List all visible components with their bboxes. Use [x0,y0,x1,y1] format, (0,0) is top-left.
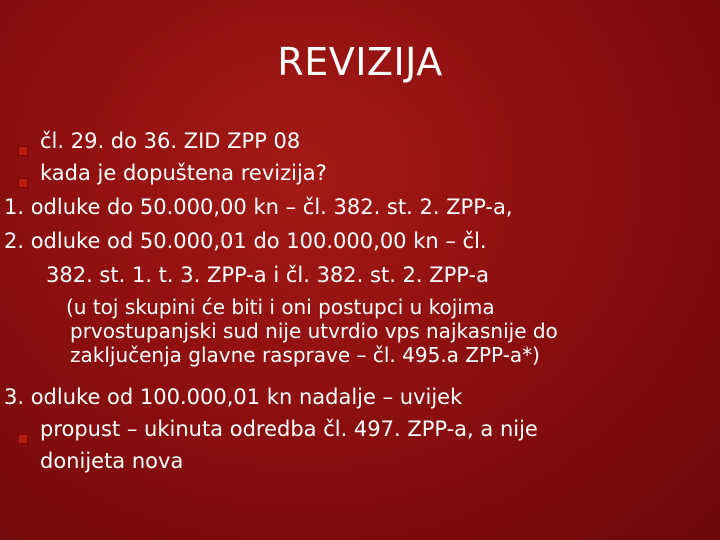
numbered-item-3: 3. odluke od 100.000,01 kn nadalje – uvijek [4,385,463,409]
parenthetical-line-1: (u toj skupini će biti i oni postupci u kojima [66,295,495,319]
numbered-item-2: 2. odluke od 50.000,01 do 100.000,00 kn – čl. [4,229,487,253]
bullet-marker-icon [18,146,28,156]
bullet-marker-icon [18,178,28,188]
numbered-item-2-continuation: 382. st. 1. t. 3. ZPP-a i čl. 382. st. 2. ZPP-a [46,263,489,287]
bullet-marker-icon [18,434,28,444]
bullet-line-1: čl. 29. do 36. ZID ZPP 08 [40,129,301,153]
parenthetical-line-2: prvostupanjski sud nije utvrdio vps najkasnije do [70,319,558,343]
numbered-item-1: 1. odluke do 50.000,00 kn – čl. 382. st. 2. ZPP-a, [4,195,513,219]
bullet-line-3-continuation: donijeta nova [40,449,184,473]
slide-title: REVIZIJA [277,40,443,84]
bullet-line-2: kada je dopuštena revizija? [40,161,327,185]
bullet-line-3: propust – ukinuta odredba čl. 497. ZPP-a, a nije [40,417,538,441]
parenthetical-line-3: zaključenja glavne rasprave – čl. 495.a ZPP-a*) [70,343,540,367]
